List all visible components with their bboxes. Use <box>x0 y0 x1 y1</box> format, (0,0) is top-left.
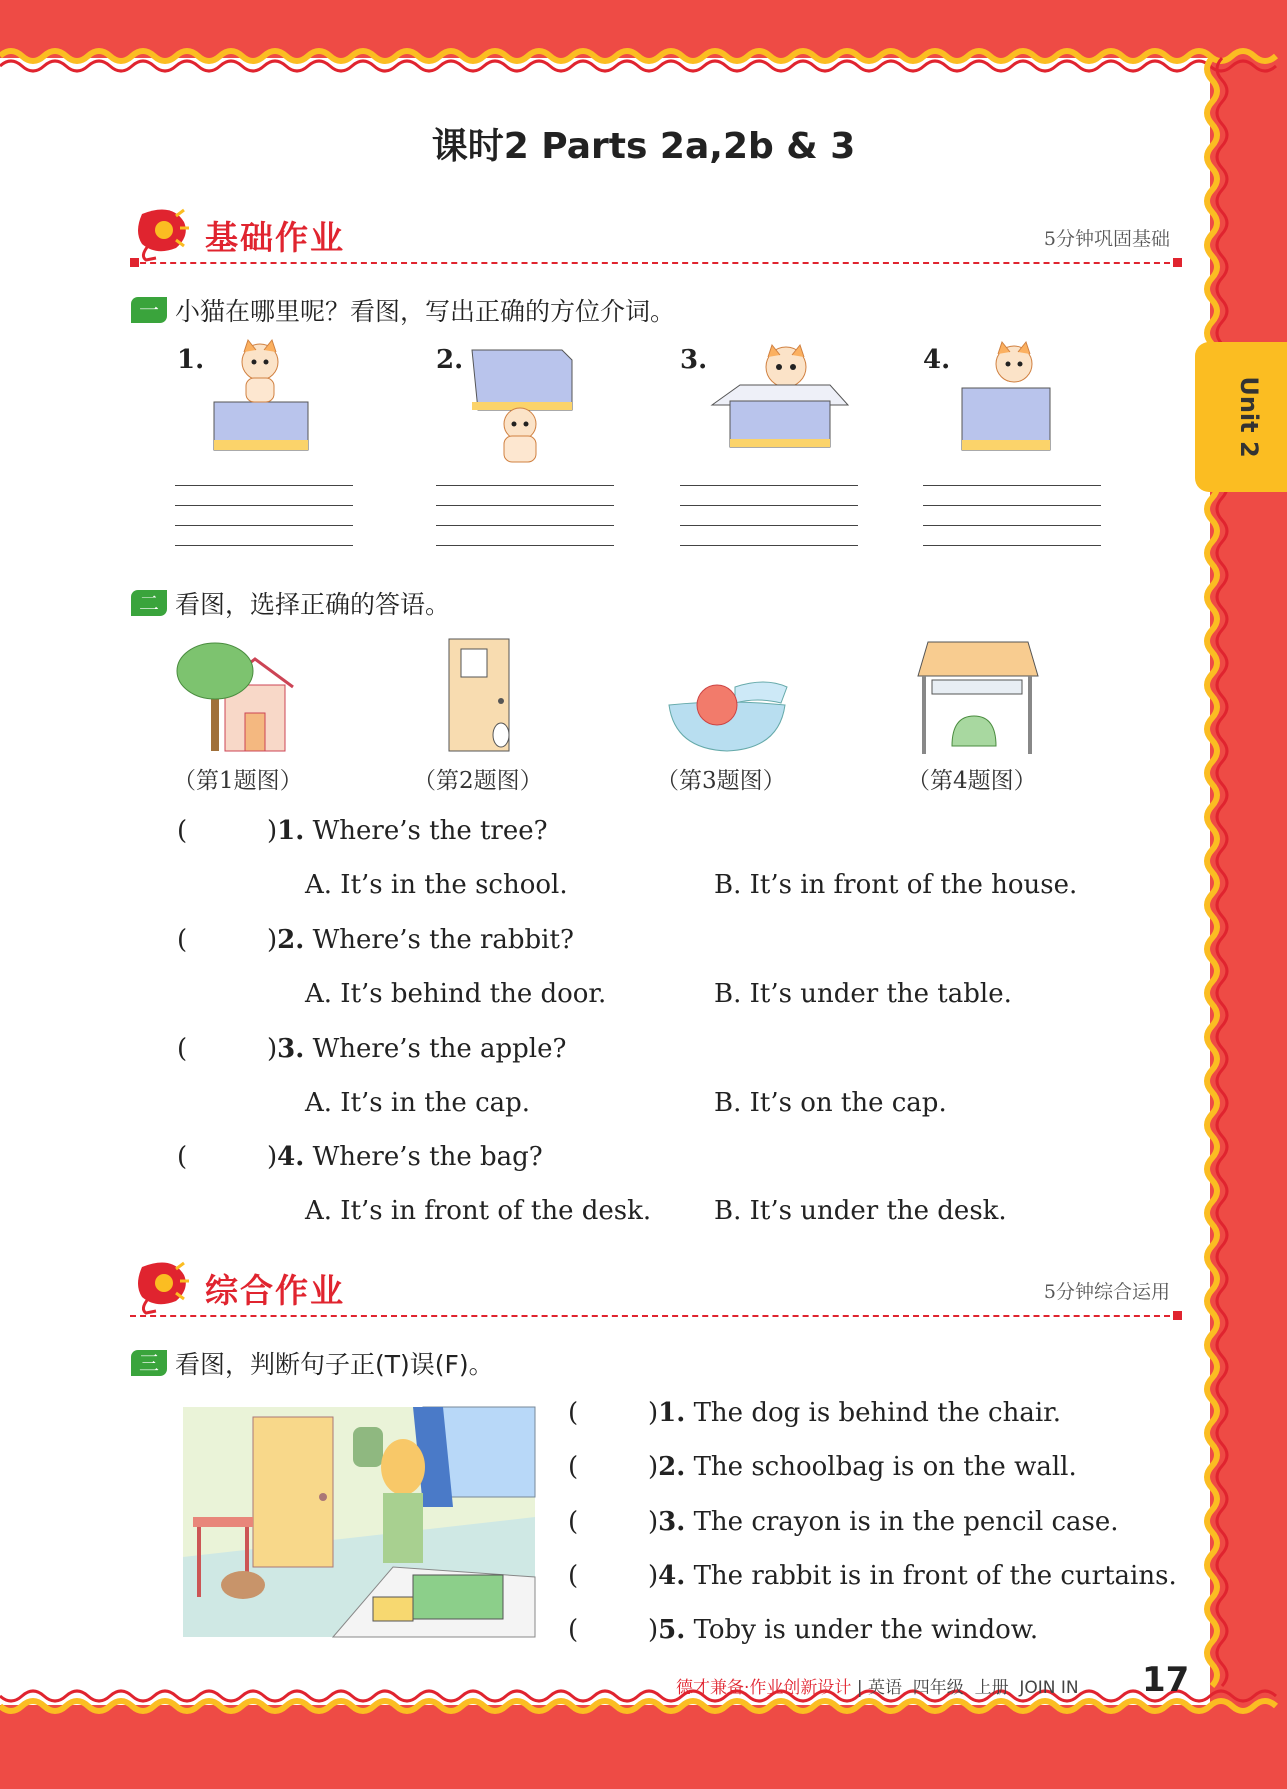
statement-number: 3. <box>658 1507 686 1537</box>
answer-blank-open[interactable]: ( <box>568 1561 579 1591</box>
classroom-scene-illustration <box>183 1407 535 1637</box>
answer-blank-open[interactable]: ( <box>568 1507 579 1537</box>
task1-number: 4. <box>923 345 951 375</box>
task2-badge: 二 <box>131 590 167 616</box>
divider-dot <box>1173 258 1182 267</box>
unit-label: Unit 2 <box>1235 376 1263 458</box>
section-comprehensive-header <box>130 1265 1170 1325</box>
answer-blank-close: ) <box>267 1034 278 1064</box>
statement-text: The dog is behind the chair. <box>693 1398 1061 1428</box>
question-row <box>177 816 548 846</box>
question-number: 3. <box>277 1034 305 1064</box>
answer-lines[interactable] <box>175 485 353 565</box>
section-comprehensive-title: 综合作业 <box>205 1271 345 1310</box>
cat-on-box-illustration <box>208 340 318 460</box>
option-a: A. It’s in the school. <box>305 870 568 900</box>
question-number: 4. <box>277 1142 305 1172</box>
option-b: B. It’s on the cap. <box>714 1088 947 1118</box>
question-row <box>177 925 574 955</box>
footer-term: 上册 <box>974 1678 1009 1698</box>
task2-text: 看图，选择正确的答语。 <box>175 590 451 619</box>
question-row <box>177 1142 543 1172</box>
answer-blank-open[interactable]: ( <box>568 1452 579 1482</box>
question-number: 2. <box>277 925 305 955</box>
figure-caption: （第3题图） <box>656 768 786 794</box>
answer-blank-open[interactable]: ( <box>177 1142 188 1172</box>
question-text: Where’s the bag? <box>312 1142 543 1172</box>
dashed-divider <box>130 262 1170 264</box>
answer-blank-close: ) <box>267 1142 278 1172</box>
question-number: 1. <box>277 816 305 846</box>
divider-dot <box>1173 1311 1182 1320</box>
answer-blank-close: ) <box>648 1561 659 1591</box>
answer-lines[interactable] <box>680 485 858 565</box>
statement-number: 2. <box>658 1452 686 1482</box>
option-a: A. It’s in the cap. <box>305 1088 531 1118</box>
unit-side-tab <box>1195 342 1287 492</box>
answer-blank-close: ) <box>267 925 278 955</box>
statement-row <box>568 1561 1177 1591</box>
lamp-icon <box>130 1259 190 1315</box>
statement-text: Toby is under the window. <box>693 1615 1039 1645</box>
answer-blank-close: ) <box>648 1452 659 1482</box>
task2-instruction <box>131 585 450 621</box>
task3-badge: 三 <box>131 1350 167 1376</box>
lamp-icon <box>130 206 190 262</box>
question-text: Where’s the apple? <box>312 1034 567 1064</box>
task1-number: 1. <box>177 345 205 375</box>
cat-behind-box-illustration <box>958 340 1058 460</box>
footer-edition: JOIN IN <box>1019 1678 1079 1698</box>
statement-row <box>568 1507 1119 1537</box>
cat-in-box-illustration <box>710 345 850 455</box>
section-basic-title: 基础作业 <box>205 218 345 257</box>
footer-grade: 四年级 <box>912 1678 964 1698</box>
door-with-rabbit-illustration <box>443 635 523 755</box>
figure-caption: （第2题图） <box>413 768 543 794</box>
statement-row <box>568 1452 1077 1482</box>
answer-blank-close: ) <box>267 816 278 846</box>
task3-text: 看图，判断句子正(T)误(F)。 <box>175 1350 494 1379</box>
task1-number: 3. <box>680 345 708 375</box>
statement-text: The crayon is in the pencil case. <box>693 1507 1119 1537</box>
page-number: 17 <box>1142 1660 1190 1700</box>
task3-instruction <box>131 1345 494 1381</box>
apple-and-cap-illustration <box>665 665 795 765</box>
figure-caption: （第1题图） <box>173 768 303 794</box>
statement-number: 5. <box>658 1615 686 1645</box>
answer-blank-close: ) <box>648 1507 659 1537</box>
footer-separator: | <box>856 1678 863 1698</box>
answer-lines[interactable] <box>436 485 614 565</box>
statement-row <box>568 1398 1061 1428</box>
cat-under-box-illustration <box>468 340 578 470</box>
answer-blank-close: ) <box>648 1398 659 1428</box>
task1-badge: 一 <box>131 297 167 323</box>
answer-blank-open[interactable]: ( <box>177 925 188 955</box>
page-title: 课时2 Parts 2a,2b & 3 <box>431 126 856 167</box>
question-text: Where’s the rabbit? <box>312 925 574 955</box>
statement-number: 1. <box>658 1398 686 1428</box>
statement-text: The schoolbag is on the wall. <box>693 1452 1077 1482</box>
tree-and-house-illustration <box>175 635 305 755</box>
option-a: A. It’s behind the door. <box>305 979 607 1009</box>
answer-lines[interactable] <box>923 485 1101 565</box>
statement-text: The rabbit is in front of the curtains. <box>693 1561 1177 1591</box>
answer-blank-open[interactable]: ( <box>568 1615 579 1645</box>
statement-row <box>568 1615 1038 1645</box>
statement-number: 4. <box>658 1561 686 1591</box>
section-basic-subtitle: 5分钟巩固基础 <box>1043 228 1170 250</box>
option-b: B. It’s under the table. <box>714 979 1012 1009</box>
dashed-divider <box>130 1315 1170 1317</box>
question-text: Where’s the tree? <box>312 816 548 846</box>
footer-brand: 德才兼备·作业创新设计 <box>676 1678 852 1698</box>
answer-blank-close: ) <box>648 1615 659 1645</box>
answer-blank-open[interactable]: ( <box>177 816 188 846</box>
answer-blank-open[interactable]: ( <box>568 1398 579 1428</box>
footer-subject: 英语 <box>867 1678 902 1698</box>
desk-with-bag-illustration <box>918 638 1038 758</box>
task1-text: 小猫在哪里呢？看图，写出正确的方位介词。 <box>175 297 676 326</box>
figure-caption: （第4题图） <box>907 768 1037 794</box>
section-comprehensive-subtitle: 5分钟综合运用 <box>1043 1281 1170 1303</box>
task1-instruction <box>131 292 675 328</box>
question-row <box>177 1034 566 1064</box>
section-basic-header <box>130 212 1170 272</box>
option-b: B. It’s under the desk. <box>714 1196 1007 1226</box>
task1-number: 2. <box>436 345 464 375</box>
answer-blank-open[interactable]: ( <box>177 1034 188 1064</box>
option-b: B. It’s in front of the house. <box>714 870 1078 900</box>
page-footer <box>676 1673 1079 1698</box>
option-a: A. It’s in front of the desk. <box>305 1196 652 1226</box>
